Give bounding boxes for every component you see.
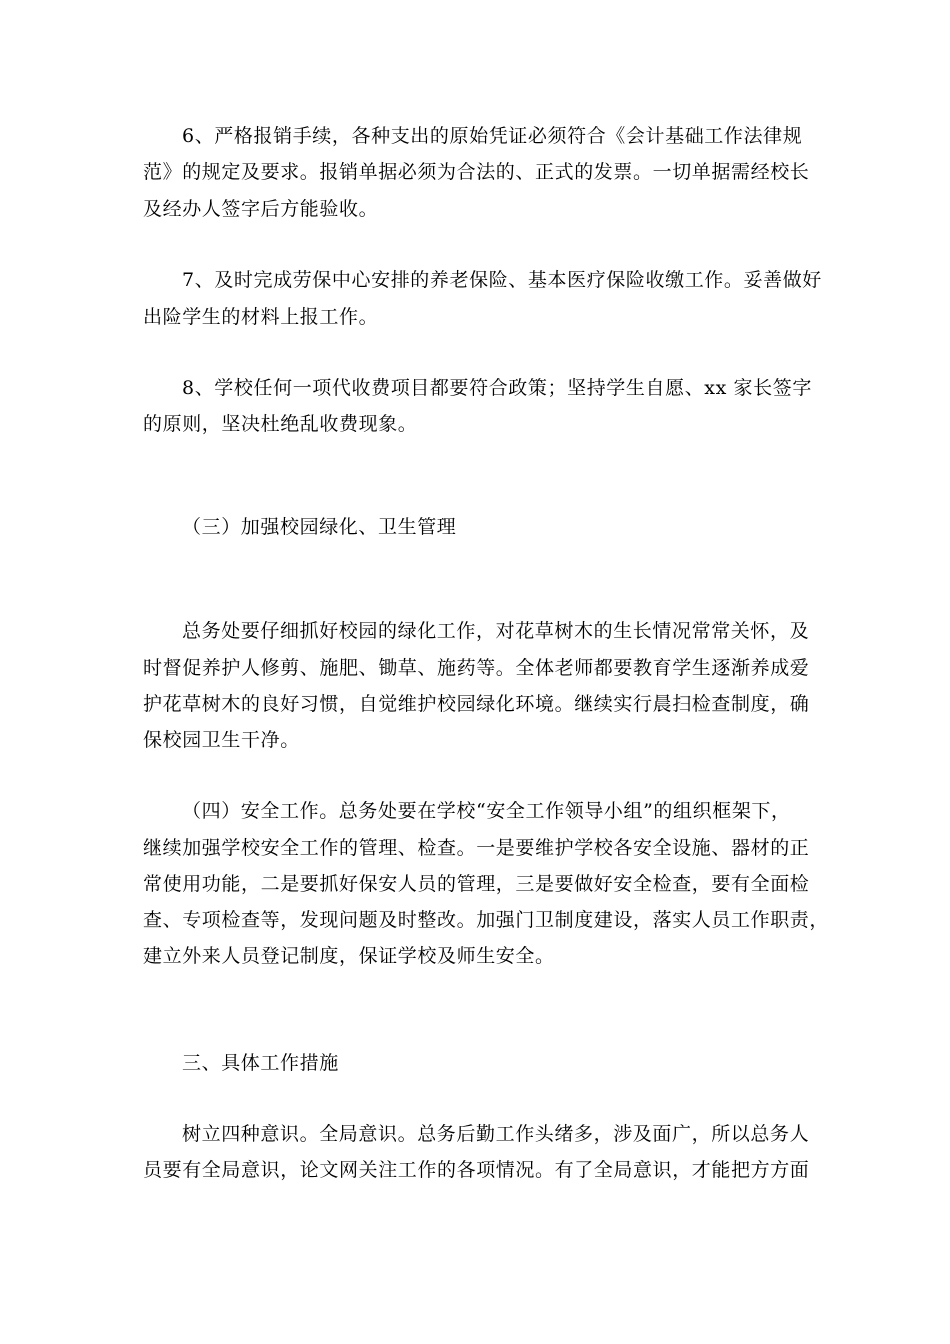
paragraph-8-line-1: 8、学校任何一项代收费项目都要符合政策；坚持学生自愿、xx 家长签字 <box>182 377 812 399</box>
paragraph-6-line-1: 6、严格报销手续，各种支出的原始凭证必须符合《会计基础工作法律规 <box>182 125 803 147</box>
awareness-paragraph-line-1: 树立四种意识。全局意识。总务后勤工作头绪多，涉及面广，所以总务人 <box>182 1123 810 1145</box>
heading-greening-hygiene: （三）加强校园绿化、卫生管理 <box>182 516 457 538</box>
paragraph-6-line-2: 范》的规定及要求。报销单据必须为合法的、正式的发票。一切单据需经校长 <box>143 161 810 183</box>
paragraph-7-line-1: 7、及时完成劳保中心安排的养老保险、基本医疗保险收缴工作。妥善做好 <box>182 269 822 291</box>
safety-paragraph-line-3: 常使用功能，二是要抓好保安人员的管理，三是要做好安全检查，要有全面检 <box>143 873 810 895</box>
paragraph-6-line-3: 及经办人签字后方能验收。 <box>143 198 379 220</box>
greening-paragraph-line-3: 护花草树木的良好习惯，自觉维护校园绿化环境。继续实行晨扫检查制度，确 <box>143 693 810 715</box>
section-heading-measures: 三、具体工作措施 <box>182 1052 339 1074</box>
safety-paragraph-line-1: （四）安全工作。总务处要在学校“安全工作领导小组”的组织框架下， <box>182 800 791 822</box>
safety-paragraph-line-2: 继续加强学校安全工作的管理、检查。一是要维护学校各安全设施、器材的正 <box>143 837 810 859</box>
greening-paragraph-line-4: 保校园卫生干净。 <box>143 729 300 751</box>
safety-paragraph-line-5: 建立外来人员登记制度，保证学校及师生安全。 <box>143 945 555 967</box>
awareness-paragraph-line-2: 员要有全局意识，论文网关注工作的各项情况。有了全局意识，才能把方方面 <box>143 1159 810 1181</box>
greening-paragraph-line-1: 总务处要仔细抓好校园的绿化工作，对花草树木的生长情况常常关怀，及 <box>182 620 810 642</box>
safety-paragraph-line-4: 查、专项检查等，发现问题及时整改。加强门卫制度建设，落实人员工作职责， <box>143 909 830 931</box>
paragraph-7-line-2: 出险学生的材料上报工作。 <box>143 306 379 328</box>
greening-paragraph-line-2: 时督促养护人修剪、施肥、锄草、施药等。全体老师都要教育学生逐渐养成爱 <box>143 657 810 679</box>
paragraph-8-line-2: 的原则，坚决杜绝乱收费现象。 <box>143 413 418 435</box>
